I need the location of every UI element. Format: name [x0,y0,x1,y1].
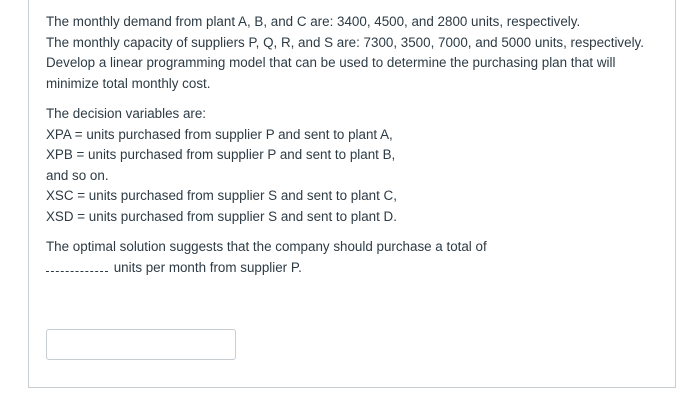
variable-xsd: XSD = units purchased from supplier S and sent to plant D. [46,208,397,224]
problem-statement [46,12,666,94]
decision-variables-heading: The decision variables are: [46,106,207,121]
decision-variables [46,104,666,227]
question-card [28,0,676,388]
variable-xpa: XPA = units purchased from supplier P and sent to plant A, [46,126,393,142]
prompt-line-2 [46,258,666,279]
prompt-line-2-text: units per month from supplier P. [113,259,302,275]
variable-xsc: XSC = units purchased from supplier S and sent to plant C, [46,188,397,203]
question-prompt [46,237,666,278]
instruction-line: Develop a linear programming model that can be used to determine the purchasing plan that will [46,55,616,70]
instruction-line-cont: minimize total monthly cost. [46,75,211,91]
variable-ellipsis: and so on. [46,167,109,183]
demand-line: The monthly demand from plant A, B, and C are: 3400, 4500, and 2800 units, respectively. [46,14,581,29]
answer-input[interactable] [46,329,236,360]
question-text [46,12,666,278]
answer-blank [46,261,108,272]
prompt-line-1: The optimal solution suggests that the company should purchase a total of [46,239,487,254]
variable-xpb: XPB = units purchased from supplier P and sent to plant B, [46,147,396,162]
capacity-line: The monthly capacity of suppliers P, Q, R, and S are: 7300, 3500, 7000, and 5000 units, respectively. [46,34,644,50]
